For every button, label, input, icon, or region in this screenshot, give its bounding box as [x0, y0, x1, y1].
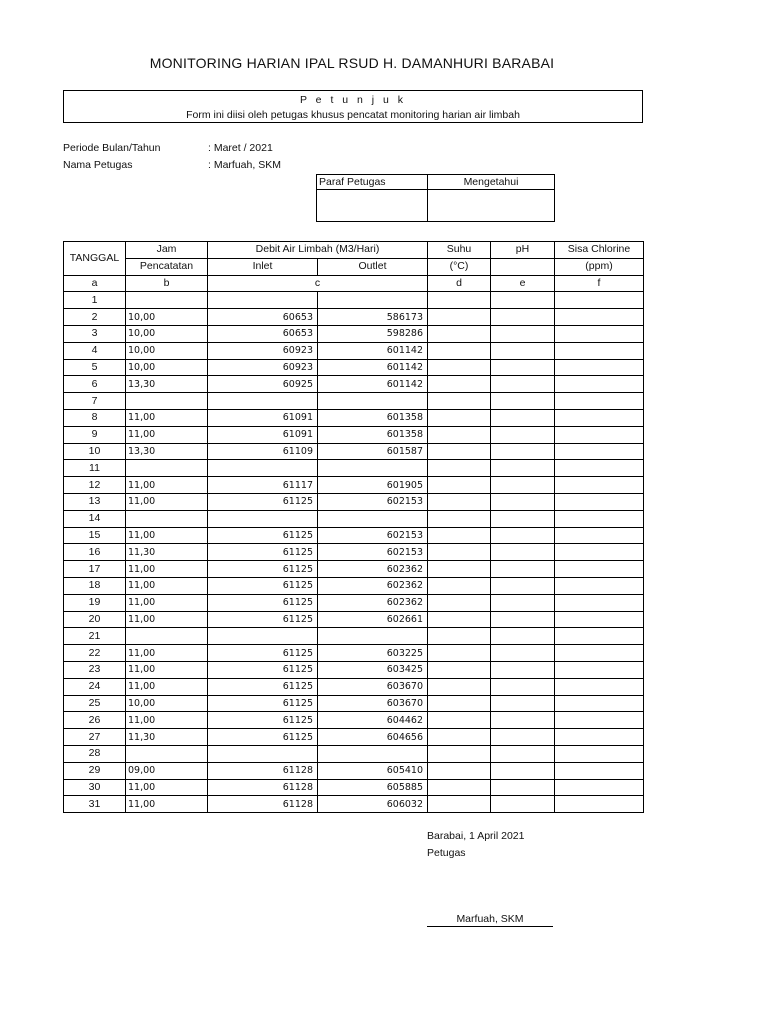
cell-ph [491, 611, 555, 628]
cell-inlet: 61125 [208, 594, 318, 611]
cell-chlorine [555, 493, 644, 510]
cell-inlet: 61091 [208, 426, 318, 443]
cell-outlet: 603670 [318, 678, 428, 695]
cell-outlet [318, 460, 428, 477]
table-row [64, 393, 644, 410]
cell-chlorine [555, 460, 644, 477]
cell-ph [491, 493, 555, 510]
cell-jam [126, 510, 208, 527]
cell-inlet: 61117 [208, 477, 318, 494]
document-title: MONITORING HARIAN IPAL RSUD H. DAMANHURI BARABAI [149, 55, 555, 71]
cell-suhu [428, 594, 491, 611]
cell-chlorine [555, 292, 644, 309]
table-row [64, 376, 644, 393]
cell-tanggal: 23 [64, 661, 126, 678]
cell-tanggal: 26 [64, 712, 126, 729]
cell-ph [491, 645, 555, 662]
cell-suhu [428, 376, 491, 393]
cell-tanggal: 13 [64, 493, 126, 510]
cell-outlet [318, 510, 428, 527]
cell-inlet: 60653 [208, 309, 318, 326]
cell-chlorine [555, 796, 644, 813]
table-row [64, 661, 644, 678]
cell-chlorine [555, 762, 644, 779]
table-row [64, 493, 644, 510]
cell-jam: 11,00 [126, 477, 208, 494]
cell-ph [491, 762, 555, 779]
cell-chlorine [555, 661, 644, 678]
cell-tanggal: 7 [64, 393, 126, 410]
cell-tanggal: 25 [64, 695, 126, 712]
cell-chlorine [555, 729, 644, 746]
cell-ph [491, 796, 555, 813]
cell-chlorine [555, 409, 644, 426]
table-row [64, 477, 644, 494]
cell-jam: 11,00 [126, 645, 208, 662]
cell-chlorine [555, 645, 644, 662]
cell-outlet: 603225 [318, 645, 428, 662]
paraf-petugas-cell [317, 190, 428, 222]
cell-jam: 10,00 [126, 359, 208, 376]
cell-ph [491, 510, 555, 527]
cell-inlet: 61128 [208, 796, 318, 813]
cell-inlet [208, 460, 318, 477]
cell-suhu [428, 460, 491, 477]
cell-suhu [428, 745, 491, 762]
cell-ph [491, 376, 555, 393]
letter-d: d [428, 275, 491, 292]
cell-outlet: 605885 [318, 779, 428, 796]
table-row [64, 678, 644, 695]
cell-outlet: 601358 [318, 426, 428, 443]
cell-outlet: 606032 [318, 796, 428, 813]
header-inlet: Inlet [208, 258, 318, 275]
cell-suhu [428, 695, 491, 712]
header-ph: pH [491, 242, 555, 259]
table-row [64, 745, 644, 762]
cell-outlet: 602153 [318, 544, 428, 561]
cell-outlet [318, 628, 428, 645]
cell-jam: 13,30 [126, 376, 208, 393]
cell-outlet: 601905 [318, 477, 428, 494]
place-date: Barabai, 1 April 2021 [427, 830, 525, 842]
cell-jam: 11,00 [126, 611, 208, 628]
table-row [64, 527, 644, 544]
header-chlorine-unit: (ppm) [555, 258, 644, 275]
cell-suhu [428, 342, 491, 359]
mengetahui-header: Mengetahui [428, 175, 555, 190]
cell-suhu [428, 477, 491, 494]
period-row [63, 142, 281, 159]
cell-jam: 10,00 [126, 325, 208, 342]
cell-suhu [428, 443, 491, 460]
cell-ph [491, 292, 555, 309]
cell-jam [126, 292, 208, 309]
cell-ph [491, 460, 555, 477]
cell-ph [491, 577, 555, 594]
monitoring-table [63, 241, 644, 813]
table-row [64, 460, 644, 477]
cell-tanggal: 9 [64, 426, 126, 443]
cell-ph [491, 443, 555, 460]
cell-tanggal: 29 [64, 762, 126, 779]
table-row [64, 510, 644, 527]
instructions-box [63, 90, 643, 123]
cell-outlet: 603425 [318, 661, 428, 678]
cell-jam: 11,30 [126, 729, 208, 746]
cell-suhu [428, 325, 491, 342]
cell-inlet: 60653 [208, 325, 318, 342]
cell-outlet: 602362 [318, 594, 428, 611]
cell-ph [491, 325, 555, 342]
cell-outlet: 602153 [318, 527, 428, 544]
cell-inlet: 61109 [208, 443, 318, 460]
cell-outlet: 601587 [318, 443, 428, 460]
cell-tanggal: 28 [64, 745, 126, 762]
cell-jam: 11,00 [126, 577, 208, 594]
letter-b: b [126, 275, 208, 292]
cell-jam [126, 460, 208, 477]
cell-tanggal: 24 [64, 678, 126, 695]
cell-tanggal: 10 [64, 443, 126, 460]
cell-chlorine [555, 695, 644, 712]
cell-suhu [428, 292, 491, 309]
cell-ph [491, 729, 555, 746]
cell-jam: 11,00 [126, 661, 208, 678]
cell-chlorine [555, 510, 644, 527]
table-row [64, 409, 644, 426]
cell-outlet: 601358 [318, 409, 428, 426]
cell-tanggal: 30 [64, 779, 126, 796]
cell-tanggal: 31 [64, 796, 126, 813]
table-row [64, 594, 644, 611]
table-row [64, 796, 644, 813]
table-row [64, 779, 644, 796]
cell-jam: 11,00 [126, 426, 208, 443]
table-row [64, 443, 644, 460]
cell-ph [491, 527, 555, 544]
paraf-petugas-header: Paraf Petugas [317, 175, 428, 190]
instructions-heading: P e t u n j u k [299, 94, 407, 106]
cell-outlet: 602153 [318, 493, 428, 510]
cell-suhu [428, 678, 491, 695]
cell-inlet [208, 745, 318, 762]
table-row [64, 544, 644, 561]
cell-inlet: 61125 [208, 645, 318, 662]
cell-ph [491, 594, 555, 611]
cell-tanggal: 8 [64, 409, 126, 426]
cell-inlet: 61125 [208, 712, 318, 729]
cell-inlet: 61125 [208, 611, 318, 628]
cell-ph [491, 561, 555, 578]
cell-chlorine [555, 594, 644, 611]
cell-suhu [428, 393, 491, 410]
cell-jam: 11,00 [126, 409, 208, 426]
letter-c: c [208, 275, 428, 292]
cell-jam: 13,30 [126, 443, 208, 460]
cell-tanggal: 17 [64, 561, 126, 578]
table-row [64, 695, 644, 712]
cell-inlet [208, 628, 318, 645]
cell-suhu [428, 309, 491, 326]
cell-chlorine [555, 678, 644, 695]
period-value: : Maret / 2021 [208, 142, 273, 154]
signature-box [316, 174, 555, 222]
cell-inlet: 61125 [208, 661, 318, 678]
cell-outlet: 602661 [318, 611, 428, 628]
period-label: Periode Bulan/Tahun [63, 142, 161, 154]
cell-ph [491, 409, 555, 426]
cell-outlet: 601142 [318, 376, 428, 393]
letter-f: f [555, 275, 644, 292]
cell-suhu [428, 409, 491, 426]
cell-chlorine [555, 309, 644, 326]
table-row [64, 325, 644, 342]
meta-block [63, 142, 281, 176]
signer-role: Petugas [427, 847, 466, 859]
officer-row [63, 159, 281, 176]
cell-ph [491, 309, 555, 326]
cell-tanggal: 12 [64, 477, 126, 494]
cell-suhu [428, 561, 491, 578]
cell-suhu [428, 779, 491, 796]
mengetahui-cell [428, 190, 555, 222]
cell-inlet [208, 510, 318, 527]
cell-jam: 10,00 [126, 342, 208, 359]
header-tanggal: TANGGAL [64, 242, 126, 276]
cell-chlorine [555, 393, 644, 410]
cell-tanggal: 27 [64, 729, 126, 746]
cell-tanggal: 4 [64, 342, 126, 359]
cell-inlet: 61091 [208, 409, 318, 426]
header-pencatatan: Pencatatan [126, 258, 208, 275]
cell-suhu [428, 577, 491, 594]
header-suhu-unit: (°C) [428, 258, 491, 275]
cell-ph [491, 695, 555, 712]
cell-ph [491, 477, 555, 494]
cell-inlet [208, 292, 318, 309]
cell-suhu [428, 762, 491, 779]
cell-jam [126, 745, 208, 762]
cell-suhu [428, 611, 491, 628]
cell-chlorine [555, 426, 644, 443]
cell-suhu [428, 628, 491, 645]
table-row [64, 292, 644, 309]
table-row [64, 712, 644, 729]
cell-tanggal: 22 [64, 645, 126, 662]
cell-ph [491, 661, 555, 678]
table-row [64, 359, 644, 376]
cell-tanggal: 1 [64, 292, 126, 309]
cell-jam: 11,00 [126, 796, 208, 813]
cell-inlet: 60923 [208, 359, 318, 376]
cell-tanggal: 15 [64, 527, 126, 544]
cell-outlet: 604656 [318, 729, 428, 746]
cell-suhu [428, 426, 491, 443]
cell-tanggal: 2 [64, 309, 126, 326]
cell-tanggal: 18 [64, 577, 126, 594]
header-debit: Debit Air Limbah (M3/Hari) [208, 242, 428, 259]
cell-ph [491, 426, 555, 443]
cell-jam [126, 628, 208, 645]
cell-suhu [428, 493, 491, 510]
cell-outlet: 603670 [318, 695, 428, 712]
cell-suhu [428, 796, 491, 813]
cell-ph [491, 544, 555, 561]
cell-tanggal: 19 [64, 594, 126, 611]
cell-ph [491, 359, 555, 376]
cell-chlorine [555, 745, 644, 762]
cell-chlorine [555, 325, 644, 342]
officer-label: Nama Petugas [63, 159, 133, 171]
cell-jam: 11,00 [126, 779, 208, 796]
cell-inlet: 61125 [208, 527, 318, 544]
letter-e: e [491, 275, 555, 292]
cell-inlet: 60923 [208, 342, 318, 359]
cell-tanggal: 5 [64, 359, 126, 376]
cell-outlet [318, 393, 428, 410]
cell-outlet: 604462 [318, 712, 428, 729]
cell-tanggal: 16 [64, 544, 126, 561]
cell-chlorine [555, 561, 644, 578]
cell-ph [491, 678, 555, 695]
cell-jam: 11,00 [126, 561, 208, 578]
cell-suhu [428, 544, 491, 561]
cell-tanggal: 20 [64, 611, 126, 628]
cell-ph [491, 712, 555, 729]
cell-ph [491, 628, 555, 645]
cell-chlorine [555, 611, 644, 628]
letter-a: a [64, 275, 126, 292]
header-suhu: Suhu [428, 242, 491, 259]
cell-tanggal: 14 [64, 510, 126, 527]
cell-inlet: 61125 [208, 493, 318, 510]
cell-chlorine [555, 527, 644, 544]
table-row [64, 561, 644, 578]
cell-jam: 11,00 [126, 493, 208, 510]
cell-chlorine [555, 577, 644, 594]
cell-inlet: 61128 [208, 779, 318, 796]
cell-outlet: 605410 [318, 762, 428, 779]
cell-tanggal: 11 [64, 460, 126, 477]
cell-inlet: 60925 [208, 376, 318, 393]
cell-chlorine [555, 779, 644, 796]
table-row [64, 342, 644, 359]
cell-suhu [428, 359, 491, 376]
header-jam: Jam [126, 242, 208, 259]
signer-name: Marfuah, SKM [427, 913, 553, 927]
cell-jam: 10,00 [126, 695, 208, 712]
cell-jam: 11,00 [126, 712, 208, 729]
cell-jam: 11,30 [126, 544, 208, 561]
cell-chlorine [555, 359, 644, 376]
cell-jam: 11,00 [126, 527, 208, 544]
cell-outlet: 602362 [318, 577, 428, 594]
cell-suhu [428, 661, 491, 678]
table-row [64, 762, 644, 779]
cell-suhu [428, 527, 491, 544]
cell-inlet [208, 393, 318, 410]
instructions-text: Form ini diisi oleh petugas khusus pencatat monitoring harian air limbah [186, 109, 520, 121]
cell-chlorine [555, 376, 644, 393]
cell-inlet: 61125 [208, 729, 318, 746]
cell-outlet: 601142 [318, 342, 428, 359]
cell-tanggal: 3 [64, 325, 126, 342]
cell-ph [491, 342, 555, 359]
cell-chlorine [555, 544, 644, 561]
cell-inlet: 61125 [208, 695, 318, 712]
cell-outlet: 601142 [318, 359, 428, 376]
cell-suhu [428, 729, 491, 746]
cell-inlet: 61125 [208, 577, 318, 594]
cell-outlet [318, 745, 428, 762]
header-outlet: Outlet [318, 258, 428, 275]
cell-suhu [428, 645, 491, 662]
table-row [64, 729, 644, 746]
cell-suhu [428, 712, 491, 729]
cell-tanggal: 21 [64, 628, 126, 645]
cell-chlorine [555, 712, 644, 729]
cell-ph [491, 745, 555, 762]
cell-suhu [428, 510, 491, 527]
cell-chlorine [555, 628, 644, 645]
header-chlorine: Sisa Chlorine [555, 242, 644, 259]
cell-jam: 10,00 [126, 309, 208, 326]
cell-ph [491, 393, 555, 410]
cell-ph [491, 779, 555, 796]
cell-outlet: 602362 [318, 561, 428, 578]
officer-value: : Marfuah, SKM [208, 159, 281, 171]
cell-jam [126, 393, 208, 410]
cell-inlet: 61125 [208, 678, 318, 695]
table-row [64, 645, 644, 662]
cell-jam: 11,00 [126, 678, 208, 695]
table-row [64, 309, 644, 326]
table-row [64, 611, 644, 628]
cell-jam: 11,00 [126, 594, 208, 611]
cell-inlet: 61125 [208, 561, 318, 578]
header-ph-unit [491, 258, 555, 275]
cell-inlet: 61128 [208, 762, 318, 779]
cell-inlet: 61125 [208, 544, 318, 561]
cell-outlet [318, 292, 428, 309]
cell-tanggal: 6 [64, 376, 126, 393]
cell-chlorine [555, 443, 644, 460]
cell-chlorine [555, 477, 644, 494]
cell-outlet: 598286 [318, 325, 428, 342]
table-row [64, 628, 644, 645]
cell-outlet: 586173 [318, 309, 428, 326]
table-row [64, 577, 644, 594]
table-row [64, 426, 644, 443]
cell-jam: 09,00 [126, 762, 208, 779]
cell-chlorine [555, 342, 644, 359]
